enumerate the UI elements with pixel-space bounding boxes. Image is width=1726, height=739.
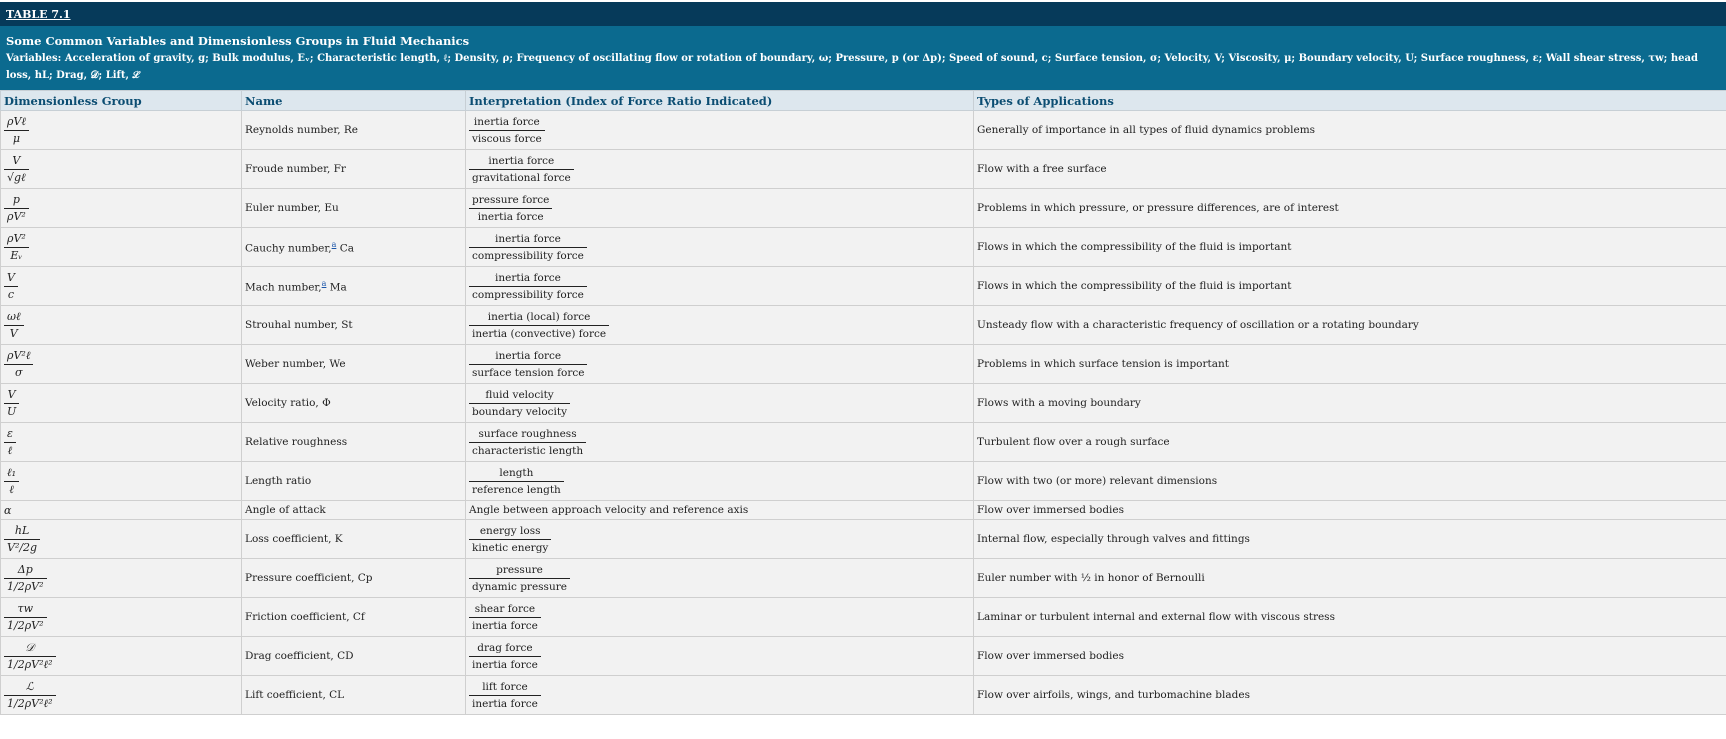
cell-interpretation [466, 501, 974, 520]
force-ratio-numerator: inertia force [469, 115, 545, 131]
dimensionless-groups-table [0, 90, 1726, 715]
force-ratio-denominator: reference length [472, 483, 561, 496]
cell-name [242, 189, 466, 228]
force-ratio-denominator: inertia force [472, 658, 538, 671]
cell-applications: Flows in which the compressibility of the fluid is important [974, 267, 1726, 306]
group-fraction-numerator: V [4, 388, 19, 404]
group-name: Length ratio [245, 475, 312, 487]
force-ratio-numerator: pressure force [469, 193, 552, 209]
cell-group [1, 423, 242, 462]
cell-interpretation [466, 111, 974, 150]
group-fraction-numerator: ε [4, 427, 16, 443]
table-row [1, 676, 1726, 715]
force-ratio-denominator: inertia force [472, 697, 538, 710]
group-fraction-denominator: U [7, 404, 17, 418]
group-fraction [4, 193, 29, 224]
force-ratio-numerator: surface roughness [469, 427, 586, 443]
col-header-interpretation: Interpretation (Index of Force Ratio Indicated) [466, 91, 974, 111]
group-fraction-denominator: σ [14, 365, 23, 379]
group-symbol: α [4, 503, 12, 517]
table-row [1, 267, 1726, 306]
cell-name [242, 423, 466, 462]
table-row [1, 520, 1726, 559]
force-ratio-numerator: fluid velocity [469, 388, 570, 404]
interpretation-text: Angle between approach velocity and reference axis [469, 504, 749, 516]
cell-group [1, 267, 242, 306]
group-fraction-denominator: √gℓ [7, 170, 26, 184]
force-ratio [469, 466, 564, 497]
cell-applications: Laminar or turbulent internal and external flow with viscous stress [974, 598, 1726, 637]
cell-group [1, 520, 242, 559]
force-ratio-numerator: energy loss [469, 524, 551, 540]
force-ratio-numerator: pressure [469, 563, 570, 579]
group-fraction-numerator: V [4, 154, 29, 170]
group-fraction-numerator: hL [4, 524, 40, 540]
force-ratio-numerator: shear force [469, 602, 541, 618]
cell-interpretation [466, 676, 974, 715]
cell-applications: Problems in which pressure, or pressure differences, are of interest [974, 189, 1726, 228]
cell-name [242, 462, 466, 501]
cell-group [1, 111, 242, 150]
group-fraction-numerator: ρVℓ [4, 115, 29, 131]
cell-name [242, 637, 466, 676]
table-row [1, 462, 1726, 501]
force-ratio [469, 524, 551, 555]
table-row [1, 228, 1726, 267]
force-ratio [469, 310, 609, 341]
cell-interpretation [466, 462, 974, 501]
group-fraction [4, 680, 56, 711]
group-fraction [4, 602, 47, 633]
table-row [1, 189, 1726, 228]
cell-interpretation [466, 637, 974, 676]
group-fraction [4, 232, 29, 263]
footnote-link[interactable]: a [331, 239, 337, 249]
footnote-link[interactable]: a [321, 278, 327, 288]
force-ratio-numerator: inertia (local) force [469, 310, 609, 326]
force-ratio-denominator: boundary velocity [472, 405, 568, 418]
cell-interpretation [466, 559, 974, 598]
force-ratio-denominator: inertia force [472, 619, 538, 632]
cell-interpretation [466, 598, 974, 637]
force-ratio [469, 154, 574, 185]
group-fraction-denominator: 1/2ρV² [7, 618, 44, 632]
group-fraction-numerator: τw [4, 602, 47, 618]
cell-group [1, 501, 242, 520]
col-header-applications: Types of Applications [974, 91, 1726, 111]
table-row [1, 150, 1726, 189]
cell-group [1, 637, 242, 676]
force-ratio-denominator: viscous force [472, 132, 542, 145]
cell-group [1, 150, 242, 189]
table-caption: Some Common Variables and Dimensionless Groups in Fluid Mechanics [6, 34, 470, 48]
cell-interpretation [466, 189, 974, 228]
group-abbrev: Ma [326, 281, 347, 294]
cell-applications: Flow over immersed bodies [974, 637, 1726, 676]
group-fraction [4, 310, 24, 341]
group-fraction-numerator: ωℓ [4, 310, 24, 326]
force-ratio-denominator: surface tension force [472, 366, 585, 379]
table-row [1, 345, 1726, 384]
group-name: Weber number, We [245, 358, 346, 370]
group-name: Pressure coefficient, Cp [245, 572, 373, 584]
force-ratio-denominator: characteristic length [472, 444, 584, 457]
table-row [1, 598, 1726, 637]
group-fraction-denominator: ℓ [7, 443, 13, 457]
cell-group [1, 189, 242, 228]
cell-interpretation [466, 306, 974, 345]
group-name: Mach number, [245, 281, 322, 294]
cell-applications: Flows with a moving boundary [974, 384, 1726, 423]
cell-applications: Generally of importance in all types of fluid dynamics problems [974, 111, 1726, 150]
group-name: Strouhal number, St [245, 319, 353, 331]
force-ratio [469, 388, 570, 419]
force-ratio-denominator: compressibility force [472, 249, 584, 262]
force-ratio [469, 271, 587, 302]
group-fraction-denominator: ℓ [9, 482, 14, 496]
table-row [1, 423, 1726, 462]
group-fraction-numerator: p [4, 193, 29, 209]
cell-name [242, 676, 466, 715]
group-fraction-denominator: c [7, 287, 15, 301]
group-name: Loss coefficient, K [245, 533, 343, 545]
group-name: Froude number, Fr [245, 163, 346, 175]
force-ratio [469, 115, 545, 146]
table-row [1, 111, 1726, 150]
group-fraction-denominator: μ [12, 131, 21, 145]
cell-applications: Flows in which the compressibility of the fluid is important [974, 228, 1726, 267]
cell-group [1, 598, 242, 637]
group-fraction-numerator: ρV² [4, 232, 29, 248]
cell-name [242, 559, 466, 598]
cell-name [242, 345, 466, 384]
force-ratio-denominator: dynamic pressure [472, 580, 567, 593]
group-fraction-numerator: ρV²ℓ [4, 349, 33, 365]
force-ratio-numerator: inertia force [469, 349, 587, 365]
col-header-group: Dimensionless Group [1, 91, 242, 111]
cell-applications: Flow over immersed bodies [974, 501, 1726, 520]
group-fraction [4, 466, 19, 497]
cell-applications: Internal flow, especially through valves and fittings [974, 520, 1726, 559]
table-body [1, 111, 1726, 715]
cell-group [1, 306, 242, 345]
group-name: Lift coefficient, CL [245, 689, 345, 701]
force-ratio [469, 193, 552, 224]
force-ratio [469, 427, 586, 458]
group-fraction-numerator: Δp [4, 563, 47, 579]
force-ratio-numerator: lift force [469, 680, 541, 696]
force-ratio-numerator: inertia force [469, 154, 574, 170]
force-ratio-denominator: kinetic energy [472, 541, 549, 554]
cell-name [242, 501, 466, 520]
header-row [1, 91, 1726, 111]
cell-name [242, 384, 466, 423]
group-name: Euler number, Eu [245, 202, 339, 214]
group-fraction-denominator: ρV² [7, 209, 26, 223]
group-fraction-denominator: 1/2ρV² [7, 579, 44, 593]
group-name: Friction coefficient, Cf [245, 611, 365, 623]
force-ratio [469, 641, 541, 672]
group-fraction [4, 388, 19, 419]
table-label-bar [0, 2, 1726, 26]
group-name: Reynolds number, Re [245, 124, 359, 136]
group-fraction-denominator: V [9, 326, 18, 340]
cell-interpretation [466, 345, 974, 384]
col-header-name: Name [242, 91, 466, 111]
group-fraction-numerator: ℓ₁ [4, 466, 19, 482]
cell-group [1, 559, 242, 598]
group-fraction-numerator: V [4, 271, 18, 287]
group-name: Relative roughness [245, 436, 348, 448]
force-ratio-denominator: compressibility force [472, 288, 584, 301]
table-row [1, 637, 1726, 676]
force-ratio-numerator: length [469, 466, 564, 482]
group-fraction-denominator: 1/2ρV²ℓ² [7, 696, 53, 710]
cell-interpretation [466, 228, 974, 267]
table-label-link[interactable]: TABLE 7.1 [6, 8, 71, 21]
cell-interpretation [466, 150, 974, 189]
group-fraction [4, 641, 56, 672]
cell-applications: Flow over airfoils, wings, and turbomachine blades [974, 676, 1726, 715]
cell-group [1, 228, 242, 267]
group-fraction [4, 154, 29, 185]
group-fraction [4, 115, 29, 146]
group-fraction [4, 563, 47, 594]
cell-applications: Flow with a free surface [974, 150, 1726, 189]
force-ratio-denominator: inertia force [477, 210, 544, 223]
force-ratio [469, 563, 570, 594]
cell-interpretation [466, 423, 974, 462]
table-row [1, 559, 1726, 598]
group-name: Cauchy number, [245, 242, 332, 255]
group-name: Velocity ratio, Φ [245, 397, 331, 409]
group-name: Angle of attack [245, 504, 326, 516]
group-fraction-denominator: V²/2g [7, 540, 38, 554]
cell-name [242, 111, 466, 150]
cell-applications: Unsteady flow with a characteristic frequency of oscillation or a rotating boundary [974, 306, 1726, 345]
group-fraction-numerator: 𝒟 [4, 641, 56, 657]
group-fraction [4, 271, 18, 302]
group-fraction [4, 427, 16, 458]
table-row [1, 501, 1726, 520]
cell-applications: Flow with two (or more) relevant dimensions [974, 462, 1726, 501]
group-fraction-denominator: Eᵥ [10, 248, 23, 262]
cell-interpretation [466, 520, 974, 559]
cell-group [1, 345, 242, 384]
group-fraction-numerator: ℒ [4, 680, 56, 696]
cell-group [1, 462, 242, 501]
table-row [1, 306, 1726, 345]
caption-bar [0, 26, 1726, 90]
cell-interpretation [466, 267, 974, 306]
cell-name [242, 228, 466, 267]
cell-name [242, 520, 466, 559]
cell-group [1, 676, 242, 715]
group-abbrev: Ca [336, 242, 355, 255]
force-ratio-denominator: gravitational force [472, 171, 571, 184]
force-ratio-numerator: drag force [469, 641, 541, 657]
cell-applications: Euler number with ½ in honor of Bernoulli [974, 559, 1726, 598]
cell-name [242, 306, 466, 345]
variables-note: Variables: Acceleration of gravity, g; Bulk modulus, Eᵥ; Characteristic length, ℓ; Density, ρ; Frequency of oscillating flow or rotation of boundary, ω; Pressure, p (or Δp); Speed of sound, c; Surface tension, σ; Velocity, V; Viscosity, μ; Boundary velocity, U; Surface roughness, ε; Wall shear stress, τw; head loss, hL; Drag, 𝒟; Lift, ℒ [6, 53, 1698, 81]
cell-applications: Problems in which surface tension is important [974, 345, 1726, 384]
force-ratio-denominator: inertia (convective) force [472, 327, 607, 340]
group-fraction [4, 349, 33, 380]
group-fraction [4, 524, 40, 555]
cell-name [242, 150, 466, 189]
force-ratio [469, 602, 541, 633]
cell-interpretation [466, 384, 974, 423]
cell-group [1, 384, 242, 423]
table-row [1, 384, 1726, 423]
cell-name [242, 267, 466, 306]
force-ratio [469, 680, 541, 711]
force-ratio-numerator: inertia force [469, 232, 587, 248]
cell-applications: Turbulent flow over a rough surface [974, 423, 1726, 462]
group-fraction-denominator: 1/2ρV²ℓ² [7, 657, 53, 671]
group-name: Drag coefficient, CD [245, 650, 354, 662]
force-ratio-numerator: inertia force [469, 271, 587, 287]
force-ratio [469, 349, 587, 380]
force-ratio [469, 232, 587, 263]
cell-name [242, 598, 466, 637]
